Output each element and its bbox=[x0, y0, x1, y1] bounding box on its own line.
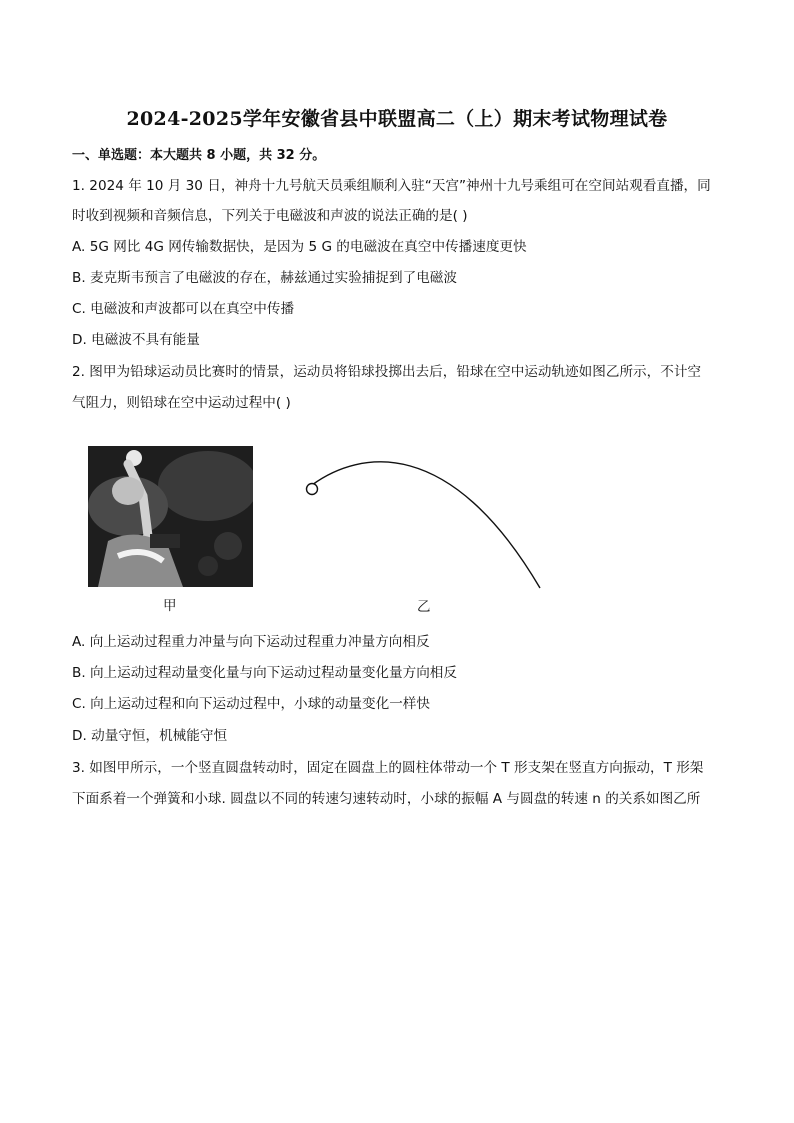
question-2-option-c: C. 向上运动过程和向下运动过程中，小球的动量变化一样快 bbox=[72, 696, 430, 712]
exam-title: 2024-2025学年安徽省县中联盟高二（上）期末考试物理试卷 bbox=[126, 108, 668, 130]
shot-put-athlete-image bbox=[88, 446, 253, 587]
shot-ball bbox=[307, 484, 318, 495]
figure-label-jia: 甲 bbox=[163, 598, 177, 614]
question-1-stem-line-2: 时收到视频和音频信息，下列关于电磁波和声波的说法正确的是( ) bbox=[72, 208, 468, 224]
question-1-option-a: A. 5G 网比 4G 网传输数据快，是因为 5 G 的电磁波在真空中传播速度更快 bbox=[72, 239, 527, 255]
question-1-option-b: B. 麦克斯韦预言了电磁波的存在，赫兹通过实验捕捉到了电磁波 bbox=[72, 270, 457, 286]
question-2-option-b: B. 向上运动过程动量变化量与向下运动过程动量变化量方向相反 bbox=[72, 665, 457, 681]
question-2-option-d: D. 动量守恒，机械能守恒 bbox=[72, 728, 228, 744]
question-3-stem-line-1: 3. 如图甲所示，一个竖直圆盘转动时，固定在圆盘上的圆柱体带动一个 T 形支架在竖直方向振动，T 形架 bbox=[72, 760, 704, 776]
shot-put-photo bbox=[88, 446, 253, 587]
question-3-stem-line-2: 下面系着一个弹簧和小球. 圆盘以不同的转速匀速转动时，小球的振幅 A 与圆盘的转速 n 的关系如图乙所 bbox=[72, 791, 701, 807]
question-1-stem-line-1: 1. 2024 年 10 月 30 日，神舟十九号航天员乘组顺利入驻“天宫”神州十九号乘组可在空间站观看直播，同 bbox=[72, 178, 711, 194]
question-2-option-a: A. 向上运动过程重力冲量与向下运动过程重力冲量方向相反 bbox=[72, 634, 430, 650]
question-2-stem-line-1: 2. 图甲为铅球运动员比赛时的情景，运动员将铅球投掷出去后，铅球在空中运动轨迹如图乙所示，不计空 bbox=[72, 364, 702, 380]
question-1-option-d: D. 电磁波不具有能量 bbox=[72, 332, 200, 348]
trajectory-curve bbox=[312, 462, 540, 588]
question-1-option-c: C. 电磁波和声波都可以在真空中传播 bbox=[72, 301, 295, 317]
section-heading: 一、单选题：本大题共 8 小题，共 32 分。 bbox=[72, 148, 326, 163]
figure-label-yi: 乙 bbox=[417, 599, 431, 615]
question-2-stem-line-2: 气阻力，则铅球在空中运动过程中( ) bbox=[72, 395, 291, 411]
trajectory-diagram bbox=[300, 445, 550, 593]
